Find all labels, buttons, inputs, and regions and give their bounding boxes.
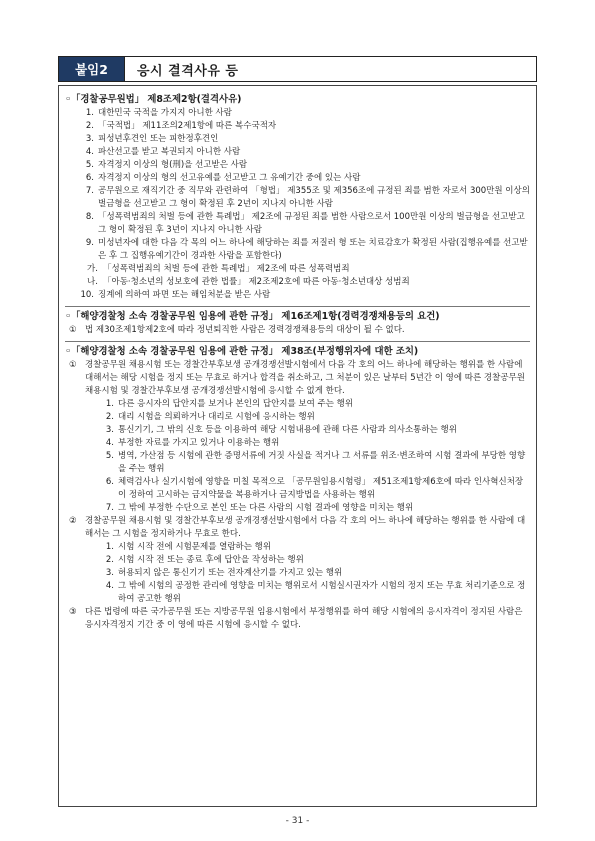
list-item bbox=[87, 276, 530, 289]
item-text: 자격정지 이상의 형(刑)을 선고받은 사람 bbox=[98, 160, 248, 170]
item-marker: 나. bbox=[87, 277, 98, 287]
list-item bbox=[79, 107, 530, 120]
item-marker: 4. bbox=[85, 147, 94, 157]
item-marker: 9. bbox=[85, 238, 94, 248]
list-item bbox=[79, 159, 530, 172]
item-marker: ① bbox=[69, 360, 77, 370]
list-item bbox=[87, 263, 530, 276]
item-marker: 1. bbox=[85, 108, 94, 118]
list-item bbox=[99, 476, 530, 502]
item-marker: 10. bbox=[80, 290, 94, 300]
item-text: 체력검사나 실기시험에 영향을 미칠 목적으로 「공무원임용시험령」 제51조제1항제6호에 따라 인사혁신처장이 정하여 고시하는 금지약물을 복용하거나 금지방법을 사용하는 행위 bbox=[118, 477, 524, 500]
item-marker: 4. bbox=[105, 581, 114, 591]
attachment-tag: 붙임2 bbox=[59, 57, 125, 81]
section-title: ◦「경찰공무원법」 제8조제2항(결격사유) bbox=[65, 94, 242, 105]
list-item bbox=[99, 541, 530, 554]
list-item bbox=[79, 172, 530, 185]
item-text: 다른 응시자의 답안지를 보거나 본인의 답안지를 보여 주는 행위 bbox=[118, 399, 354, 409]
list-item bbox=[69, 359, 530, 398]
section-title: ◦「해양경찰청 소속 경찰공무원 임용에 관한 규정」 제16조제1항(경력경쟁채용등의 요건) bbox=[65, 311, 440, 322]
list-item bbox=[99, 437, 530, 450]
item-text: 시험 시작 전에 시험문제를 열람하는 행위 bbox=[118, 542, 272, 552]
item-marker: 4. bbox=[105, 438, 114, 448]
item-marker: 가. bbox=[87, 264, 98, 274]
section-header bbox=[58, 56, 537, 82]
item-marker: 6. bbox=[105, 477, 114, 487]
section-title: ◦「해양경찰청 소속 경찰공무원 임용에 관한 규정」 제38조(부정행위자에 대한 조치) bbox=[65, 346, 419, 357]
item-text: 파산선고를 받고 복권되지 아니한 사람 bbox=[98, 147, 241, 157]
item-marker: 2. bbox=[105, 555, 114, 565]
item-marker: 2. bbox=[105, 412, 114, 422]
item-text: 그 밖에 부정한 수단으로 본인 또는 다른 사람의 시험 결과에 영향을 미치는 행위 bbox=[118, 503, 414, 513]
list-item bbox=[79, 289, 530, 302]
item-marker: 7. bbox=[85, 186, 94, 196]
list-item bbox=[79, 146, 530, 159]
item-text: 「성폭력범죄의 처벌 등에 관한 특례법」 제2조에 따른 성폭력범죄 bbox=[103, 264, 350, 274]
item-text: 그 밖에 시험의 공정한 관리에 영향을 미치는 행위로서 시험실시권자가 시험의 정지 또는 무효 처리기준으로 정하여 공고한 행위 bbox=[118, 581, 526, 604]
list-item bbox=[69, 606, 530, 632]
item-marker: 1. bbox=[105, 399, 114, 409]
list-item bbox=[69, 515, 530, 541]
item-marker: ② bbox=[69, 516, 77, 526]
item-text: 다른 법령에 따른 국가공무원 또는 지방공무원 임용시험에서 부정행위를 하여 해당 시험에의 응시자격이 정지된 사람은 응시자격정지 기간 중 이 영에 따른 시험에 응시할 수 없다. bbox=[85, 607, 523, 630]
item-marker: 2. bbox=[85, 121, 94, 131]
item-marker: 6. bbox=[85, 173, 94, 183]
item-text: 대리 시험을 의뢰하거나 대리로 시험에 응시하는 행위 bbox=[118, 412, 315, 422]
item-text: 공무원으로 재직기간 중 직무와 관련하여 「형법」 제355조 및 제356조에 규정된 죄를 범한 자로서 300만원 이상의 벌금형을 선고받고 그 형이 확정된 후 2년이 지나지 아니한 사람 bbox=[98, 186, 530, 209]
item-text: 법 제30조제1항제2호에 따라 정년퇴직한 사람은 경력경쟁채용등의 대상이 될 수 없다. bbox=[85, 325, 405, 335]
item-marker: 7. bbox=[105, 503, 114, 513]
list-item bbox=[79, 185, 530, 211]
item-marker: 5. bbox=[105, 451, 114, 461]
list-item bbox=[79, 237, 530, 263]
list-item bbox=[79, 133, 530, 146]
page-title: 응시 결격사유 등 bbox=[137, 63, 239, 79]
item-text: 「국적법」 제11조의2제1항에 따른 복수국적자 bbox=[98, 121, 277, 131]
item-text: 징계에 의하여 파면 또는 해임처분을 받은 사람 bbox=[98, 290, 271, 300]
item-text: 시험 시작 전 또는 종료 후에 답안을 작성하는 행위 bbox=[118, 555, 304, 565]
content-box bbox=[58, 85, 537, 807]
item-text: 부정한 자료를 가지고 있거나 이용하는 행위 bbox=[118, 438, 280, 448]
item-text: 「성폭력범죄의 처벌 등에 관한 특례법」 제2조에 규정된 죄를 범한 사람으로서 100만원 이상의 벌금형을 선고받고 그 형이 확정된 후 3년이 지나지 아니한 사람 bbox=[98, 212, 525, 235]
item-marker: ① bbox=[69, 325, 77, 335]
item-text: 미성년자에 대한 다음 각 목의 어느 하나에 해당하는 죄를 저질러 형 또는 치료감호가 확정된 사람(집행유예를 선고받은 후 그 집행유예기간이 경과한 사람을 포함한다) bbox=[98, 238, 528, 261]
page-number: - 31 - bbox=[285, 816, 310, 826]
item-text: 피성년후견인 또는 피한정후견인 bbox=[98, 134, 219, 144]
list-item bbox=[99, 398, 530, 411]
list-item bbox=[79, 120, 530, 133]
item-text: 경찰공무원 채용시험 또는 경찰간부후보생 공개경쟁선발시험에서 다음 각 호의 어느 하나에 해당하는 행위를 한 사람에 대해서는 해당 시험을 정지 또는 무효로 하거나 합격을 취소하고, 그 처분이 있은 날부터 5년간 이 영에 따른 경찰공무원 채용시험 및 경찰간부후보생 공개경쟁선발시험에 응시할 수 없게 한다. bbox=[85, 360, 525, 396]
list-item bbox=[99, 567, 530, 580]
list-item bbox=[69, 324, 530, 337]
list-item bbox=[79, 211, 530, 237]
section-divider bbox=[65, 306, 530, 307]
item-text: 경찰공무원 채용시험 및 경찰간부후보생 공개경쟁선발시험에서 다음 각 호의 어느 하나에 해당하는 행위를 한 사람에 대해서는 그 시험을 정지하거나 무효로 한다. bbox=[85, 516, 526, 539]
list-item bbox=[99, 424, 530, 437]
list-item bbox=[99, 450, 530, 476]
section-divider bbox=[65, 341, 530, 342]
item-marker: 1. bbox=[105, 542, 114, 552]
item-text: 병역, 가산점 등 시험에 관한 증명서류에 거짓 사실을 적거나 그 서류를 위조·변조하여 시험 결과에 부당한 영향을 주는 행위 bbox=[118, 451, 526, 474]
item-marker: 3. bbox=[85, 134, 94, 144]
item-marker: 8. bbox=[85, 212, 94, 222]
list-item bbox=[99, 411, 530, 424]
list-item bbox=[99, 580, 530, 606]
item-text: 「아동·청소년의 성보호에 관한 법률」 제2조제2호에 따른 아동·청소년대상 성범죄 bbox=[103, 277, 410, 287]
item-marker: ③ bbox=[69, 607, 77, 617]
item-marker: 5. bbox=[85, 160, 94, 170]
item-marker: 3. bbox=[105, 568, 114, 578]
item-marker: 3. bbox=[105, 425, 114, 435]
item-text: 허용되지 않은 통신기기 또는 전자계산기를 가지고 있는 행위 bbox=[118, 568, 343, 578]
list-item bbox=[99, 502, 530, 515]
list-item bbox=[99, 554, 530, 567]
item-text: 자격정지 이상의 형의 선고유예를 선고받고 그 유예기간 중에 있는 사람 bbox=[98, 173, 361, 183]
item-text: 대한민국 국적을 가지지 아니한 사람 bbox=[98, 108, 232, 118]
item-text: 통신기기, 그 밖의 신호 등을 이용하여 해당 시험내용에 관해 다른 사람과 의사소통하는 행위 bbox=[118, 425, 457, 435]
